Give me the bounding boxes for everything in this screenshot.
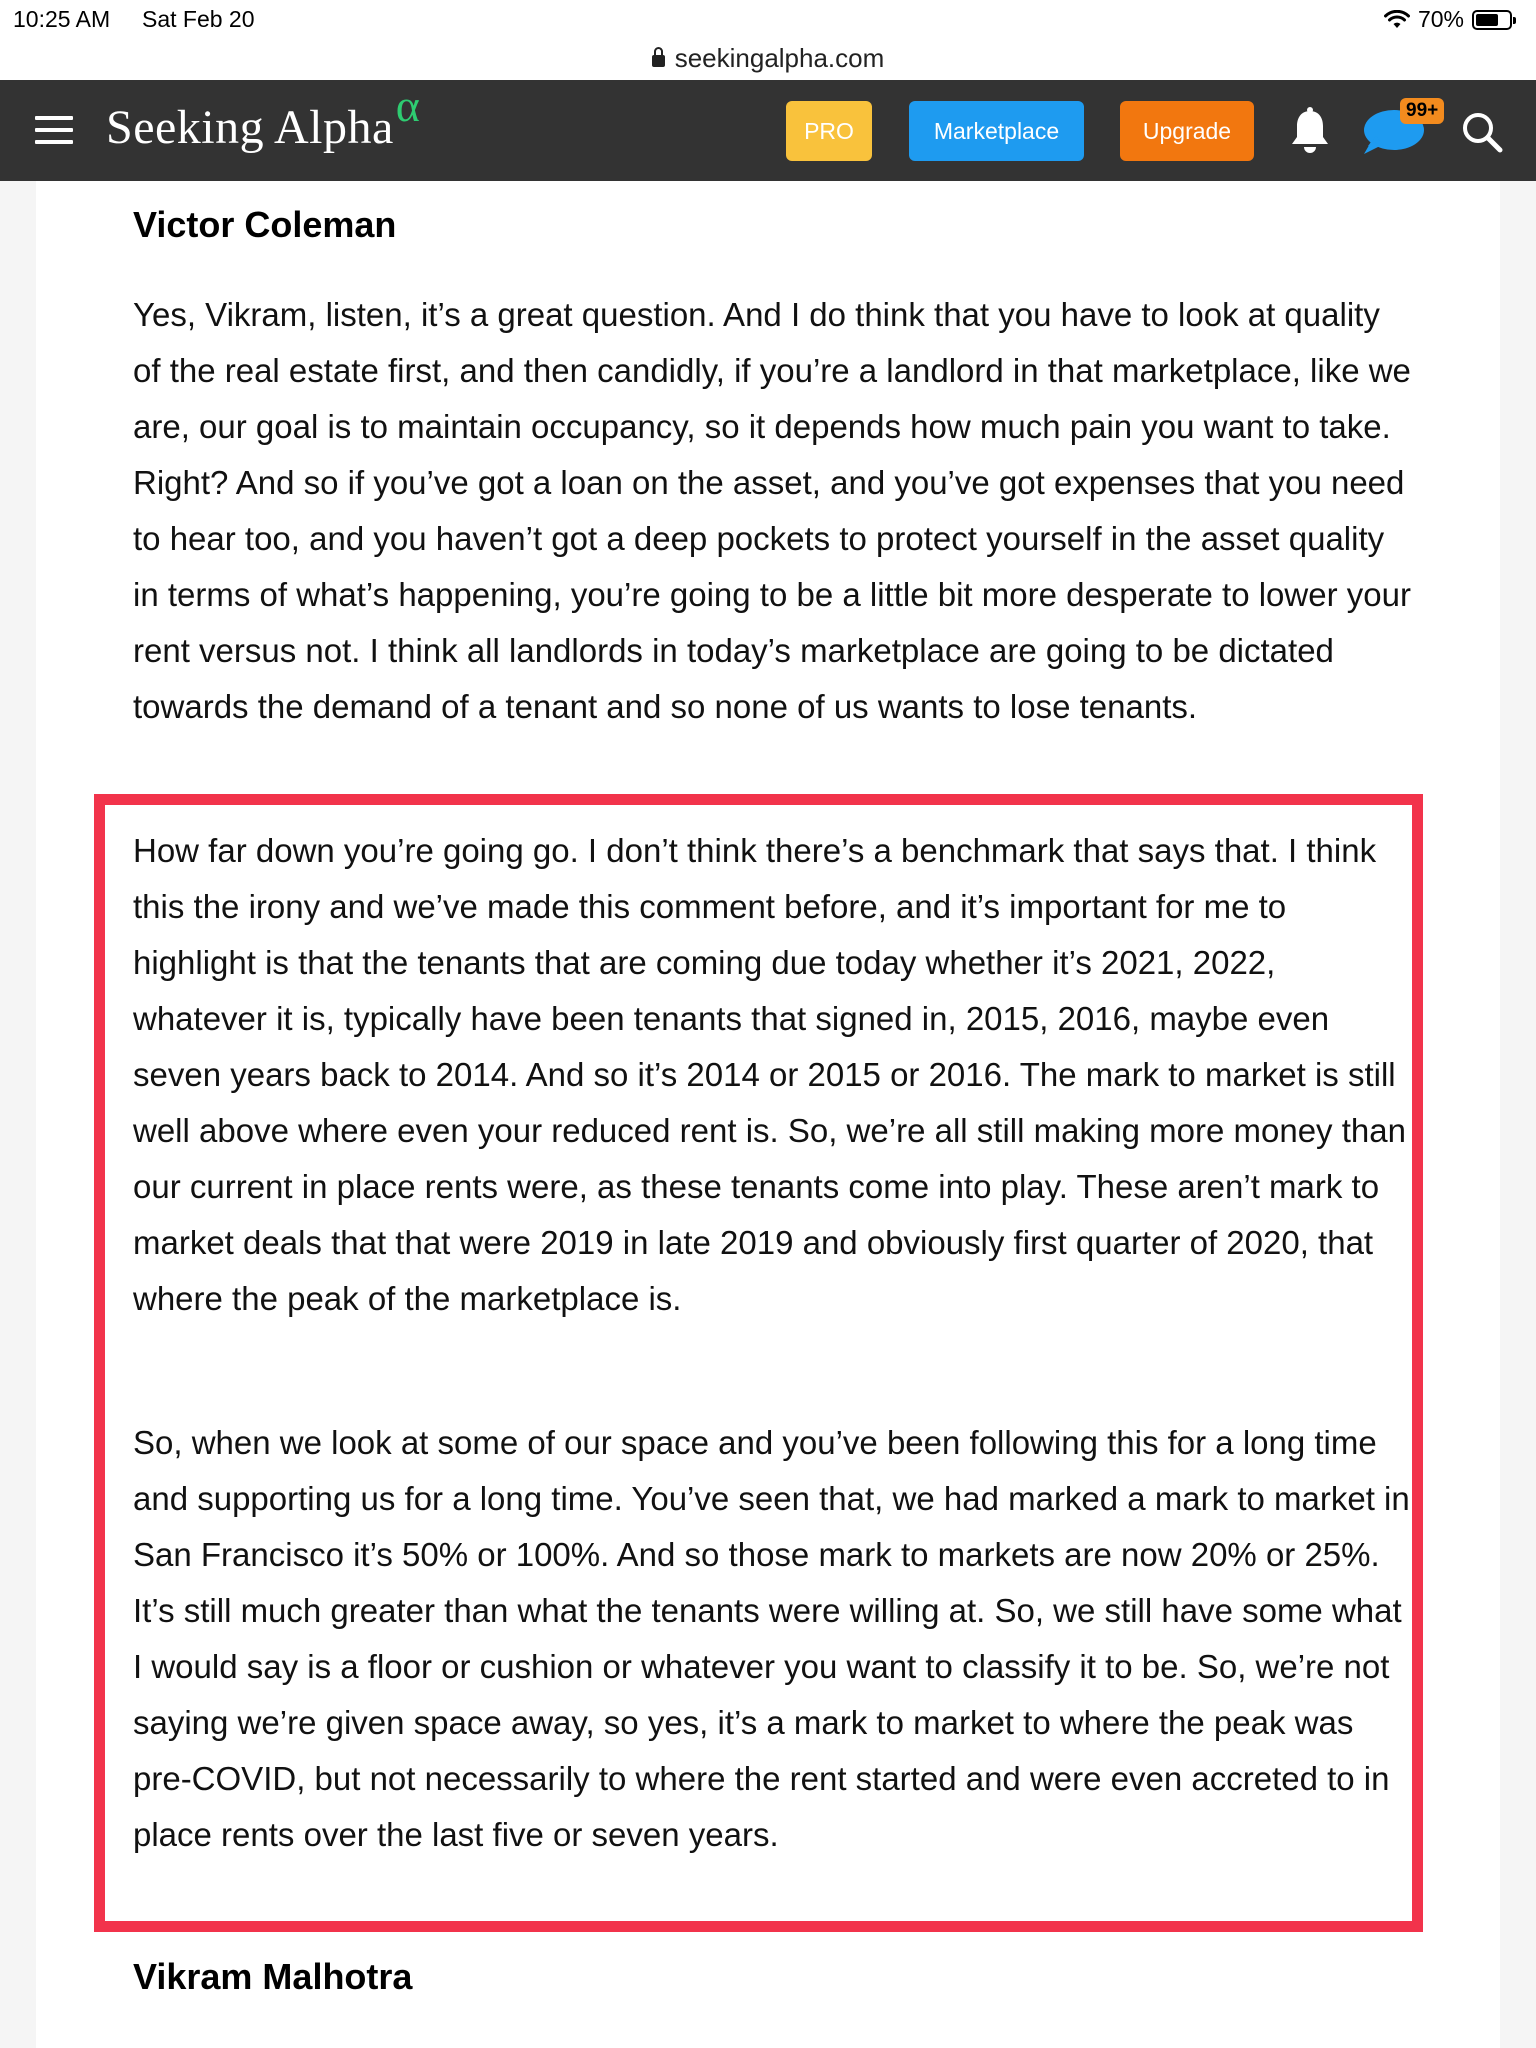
speaker-name: Vikram Malhotra (133, 1956, 413, 1997)
transcript-paragraph: So, when we look at some of our space and you’ve been following this for a long time and supporting us for a long time. You’ve seen that, we had marked a mark to market in San Francisco it’s 50% or 100%. And so those mark to markets are now 20% or 25%. It’s still much greater than what the tenants were willing at. So, we still have some what I would say is a floor or cushion or whatever you want to classify it to be. So, we’re not saying we’re given space away, so yes, it’s a mark to market to where the peak was pre-COVID, but not necessarily to where the rent started and were even accreted to in place rents over the last five or seven years. (133, 1424, 1410, 1853)
logo-text: Seeking Alpha (106, 101, 394, 154)
transcript-paragraph: How far down you’re going go. I don’t think there’s a benchmark that says that. I think this the irony and we’ve made this comment before, and it’s important for me to highlight is that the tenants that are coming due today whether it’s 2021, 2022, whatever it is, typically have been tenants that signed in, 2015, 2016, maybe even seven years back to 2014. And so it’s 2014 or 2015 or 2016. The mark to market is still well above where even your reduced rent is. So, we’re all still making more money than our current in place rents were, as these tenants come into play. These aren’t mark to market deals that that were 2019 in late 2019 and obviously first quarter of 2020, that where the peak of the marketplace is. (133, 832, 1406, 1317)
transcript-paragraph: Yes, Vikram, listen, it’s a great question. And I do think that you have to look at quality of the real estate first, and then candidly, if you’re a landlord in that marketplace, like we are, our goal is to maintain occupancy, so it depends how much pain you want to take. Right? And so if you’ve got a loan on the asset, and you’ve got expenses that you need to hear too, and you haven’t got a deep pockets to protect yourself in the asset quality in terms of what’s happening, you’re going to be a little bit more desperate to lower your rent versus not. I think all landlords in today’s marketplace are going to be dictated towards the demand of a tenant and so none of us wants to lose tenants. (133, 296, 1411, 725)
status-date: Sat Feb 20 (142, 6, 255, 32)
search-icon[interactable] (1460, 110, 1504, 154)
bell-icon[interactable] (1290, 107, 1330, 155)
lock-icon (652, 55, 665, 67)
pro-button[interactable]: PRO (786, 101, 872, 161)
site-header (0, 80, 1536, 181)
url-text[interactable]: seekingalpha.com (674, 42, 885, 73)
site-logo[interactable] (106, 80, 421, 155)
url-bar[interactable] (0, 36, 1536, 80)
upgrade-button[interactable]: Upgrade (1120, 101, 1254, 161)
status-indicators (1384, 6, 1512, 33)
marketplace-button[interactable]: Marketplace (909, 101, 1084, 161)
status-time: 10:25 AM (13, 6, 111, 32)
battery-icon (1472, 10, 1512, 30)
wifi-icon (1384, 10, 1410, 30)
hamburger-icon[interactable] (35, 116, 73, 144)
battery-percent: 70% (1417, 6, 1464, 32)
speaker-name: Victor Coleman (133, 204, 397, 245)
notification-badge: 99+ (1400, 98, 1444, 124)
battery-fill (1476, 14, 1498, 26)
highlight-box (94, 794, 1423, 1932)
logo-alpha-symbol: α (395, 80, 421, 131)
